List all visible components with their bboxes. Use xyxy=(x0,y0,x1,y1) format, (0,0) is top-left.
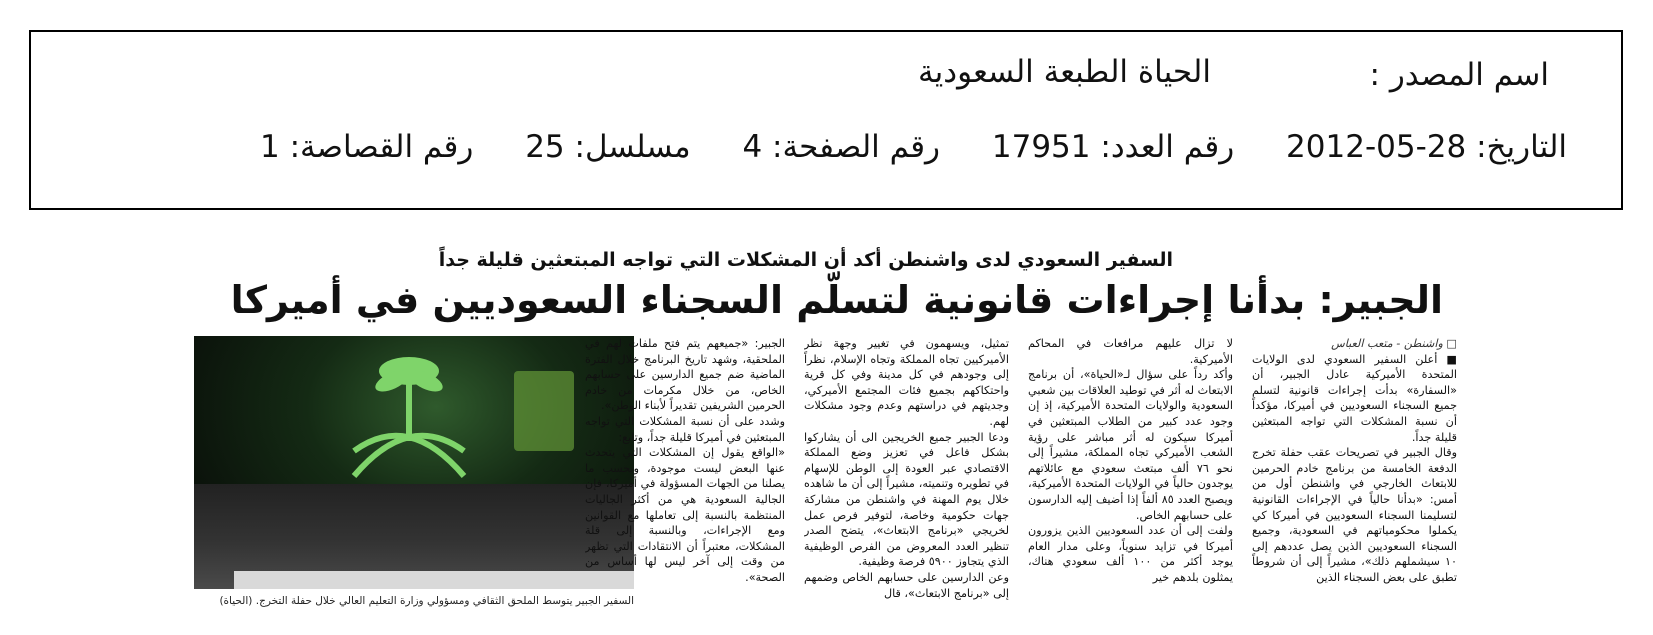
issue-number-field: رقم العدد: 17951 xyxy=(991,129,1235,165)
article-headline: الجبير: بدأنا إجراءات قانونية لتسلّم السجناء السعوديين في أميركا xyxy=(230,278,1443,322)
paragraph: ولفت إلى أن عدد السعوديين الذين يزورون أميركا في تزايد سنوياً، وعلى مدار العام يوجد أكثر من ١٠٠ ألف سعودي هناك، يمثلون بلدهم خير xyxy=(1028,524,1233,584)
saudi-emblem-icon xyxy=(334,341,484,491)
date-field: التاريخ: 28-05-2012 xyxy=(1286,129,1567,165)
article-kicker: السفير السعودي لدى واشنطن أكد أن المشكلات التي تواجه المبتعثين قليلة جداً xyxy=(438,249,1173,271)
paragraph: تمثيل، ويسهمون في تغيير وجهة نظر الأميركيين تجاه المملكة وتجاه الإسلام، نظراً إلى وجودهم في كل مدينة وفي كل قرية واحتكاكهم بجميع فئات المجتمع الأميركي، وجديتهم في دراستهم وعدم وجود مشكلات لهم. xyxy=(804,337,1009,428)
paragraph: وأكد رداً على سؤال لـ«الحياة»، أن برنامج الابتعاث له أثر في توطيد العلاقات بين شعبي السعودية والولايات المتحدة الأميركية، إذ إن وجود عدد كبير من الطلاب المبتعثين في أميركا سيكون له أثر مباشر على رؤية الشعب الأميركي تجاه المملكة، مشيراً إلى نحو ٧٦ ألف مبتعث سعودي مع عائلاتهم يوجدون حالياً في الولايات المتحدة الأميركية، ويصبح العدد ٨٥ ألفاً إذا أضيف إليه الدارسون على حسابهم الخاص. xyxy=(1028,368,1233,522)
paragraph: «الواقع يقول إن المشكلات التي يتحدث عنها البعض ليست موجودة، وبحسب ما يصلنا من الجهات المسؤولة في أميركا، فإن الجالية السعودية هي من أكثر الجاليات المنتظمة بالنسبة إلى تعاملها مع القوانين ومع الإجراءات، وبالنسبة إلى قلة المشكلات، معتبراً أن الانتقادات التي تظهر من وقت إلى آخر ليس لها أساس من الصحة». xyxy=(585,446,785,584)
article-column-3 xyxy=(804,336,1009,608)
photo-caption: السفير الجبير يتوسط الملحق الثقافي ومسؤولي وزارة التعليم العالي خلال حفلة التخرج. (الحياة) xyxy=(219,595,634,607)
paragraph: وقال الجبير في تصريحات عقب حفلة تخرج الدفعة الخامسة من برنامج خادم الحرمين للابتعاث الخارجي في واشنطن أول من أمس: «بدأنا حالياً في الإجراءات القانونية لتسليمنا السجناء السعوديين في أميركا كي يكملوا محكومياتهم في السعودية، وجميع السجناء السعوديين الذين يصل عددهم إلى ١٠ سيشملهم ذلك»، مشيراً إلى أن شروطاً تطبق على بعض السجناء الذين xyxy=(1252,446,1457,584)
paragraph: ■ أعلن السفير السعودي لدى الولايات المتحدة الأميركية عادل الجبير، أن «السفارة» بدأت إجراءات قانونية لتسلم جميع السجناء السعوديين في أميركا، مؤكداً أن نسبة المشكلات التي تواجه المبتعثين قليلة جداً. xyxy=(1252,352,1457,444)
photo-banner xyxy=(514,371,574,451)
paragraph: وشدد على أن نسبة المشكلات التي تواجه المبتعثين في أميركا قليلة جداً، وتابع: xyxy=(585,414,785,444)
metadata-box xyxy=(29,30,1623,210)
page-number-field: رقم الصفحة: 4 xyxy=(742,129,941,165)
byline: □ واشنطن - متعب العباس xyxy=(1331,337,1457,350)
paragraph: ودعا الجبير جميع الخريجين الى أن يشاركوا بشكل فاعل في تعزيز وضع المملكة الاقتصادي عبر العودة إلى الوطن للإسهام في تطويره وتنميته، مشيراً إلى أن ما شاهده خلال يوم المهنة في واشنطن من مشاركة جهات حكومية وخاصة، لتوفير فرص عمل لخريجي «برنامج الابتعاث»، يتضح الصدر تنظير العدد المعروض من الفرص الوظيفية الذي يتجاوز ٥٩٠٠ فرصة وظيفية. xyxy=(804,430,1009,569)
meta-details-row xyxy=(260,129,1567,165)
article-column-2 xyxy=(1028,336,1233,608)
article-photo xyxy=(194,336,634,589)
source-label: اسم المصدر : xyxy=(1369,57,1549,93)
article-column-1 xyxy=(1252,336,1457,608)
paragraph: الجبير: «جميعهم يتم فتح ملفات لهم في الملحقية، وشهد تاريخ البرنامج خلال الفترة الماضية ضم جميع الدارسين على حسابهم الخاص، من خلال مكرمات من خادم الحرمين الشريفين تقديراً لأبناء الوطن». xyxy=(585,337,785,413)
paragraph: وعن الدارسين على حسابهم الخاص وضمهم إلى «برنامج الابتعاث»، قال xyxy=(804,570,1009,600)
clip-number-field: رقم القصاصة: 1 xyxy=(260,129,474,165)
article-column-4 xyxy=(585,336,785,608)
serial-field: مسلسل: 25 xyxy=(525,129,691,165)
source-value: الحياة الطبعة السعودية xyxy=(918,54,1211,90)
paragraph: لا تزال عليهم مرافعات في المحاكم الأميركية. xyxy=(1028,337,1233,366)
photo-table xyxy=(234,571,634,589)
